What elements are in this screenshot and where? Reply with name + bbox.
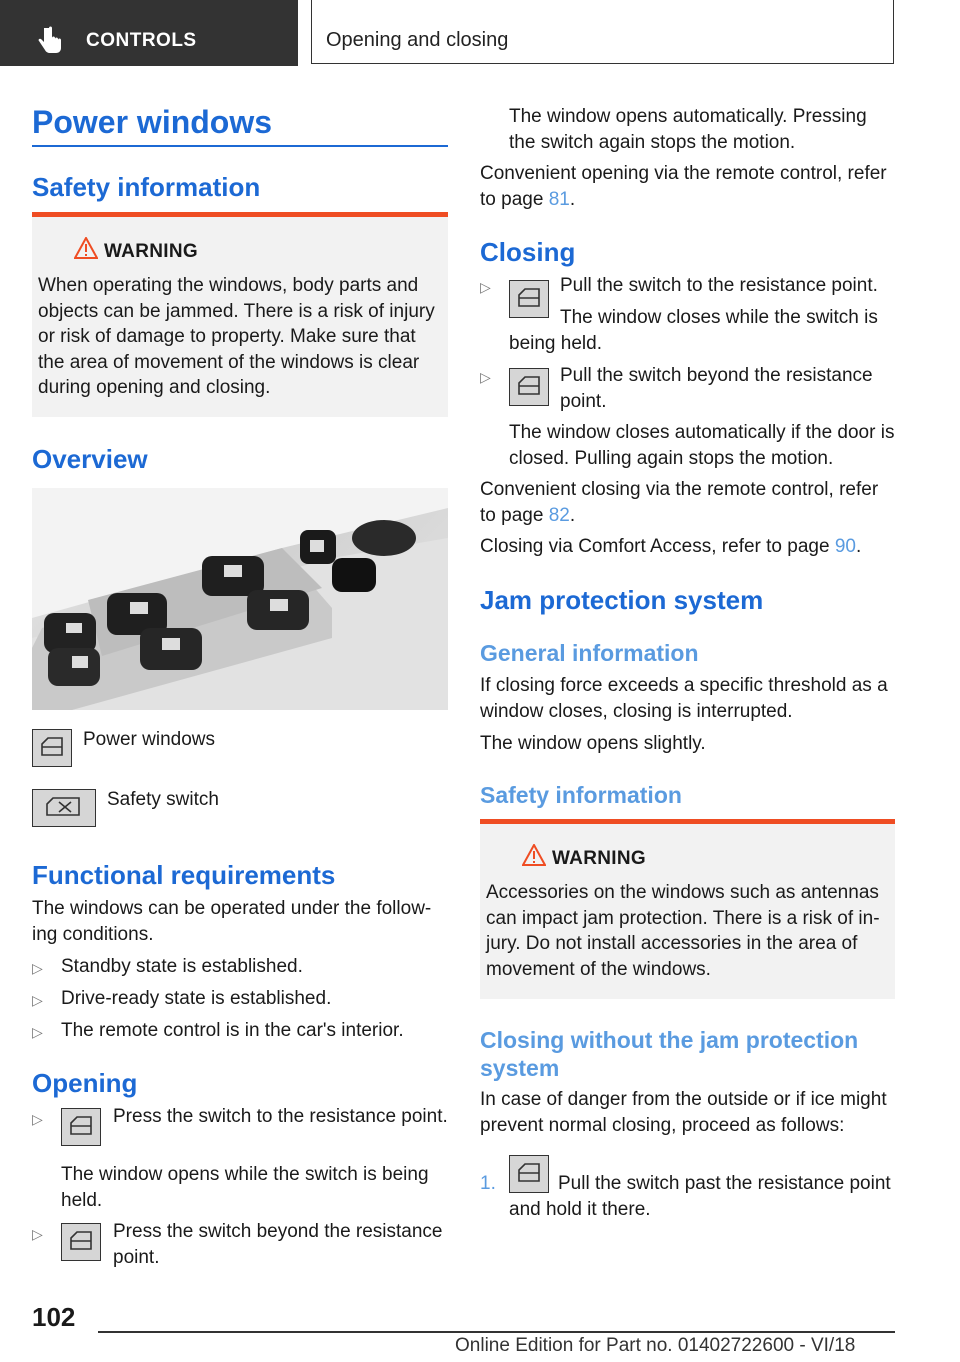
warning-box: [480, 819, 895, 999]
title-rule: [32, 145, 448, 147]
warning-text: Accessories on the windows such as antennas can impact jam protection. There is a risk of injury. Do not install accessories in the area of movement of the windows.: [486, 882, 880, 980]
bullet-triangle-icon: ▷: [32, 992, 43, 1008]
opening-heading: Opening: [32, 1068, 138, 1098]
warning-text: When operating the windows, body parts and objects can be jammed. There is a risk of injury or risk of damage to property. Make sure that the area of movement of the windows is clear during opening and closing.: [38, 275, 435, 398]
warning-label: WARNING: [104, 241, 198, 262]
opening-item-1-sub: The window opens while the switch is being held.: [61, 1164, 429, 1211]
header-chapter-box: [311, 0, 894, 64]
comfort-access-ref: Closing via Comfort Access, refer to page 90.: [480, 536, 862, 557]
footer-rule: [98, 1331, 895, 1333]
header-section-tab: [0, 0, 298, 66]
door-panel-illustration: [32, 488, 448, 710]
hand-touch-icon: [38, 26, 64, 54]
overview-heading: Overview: [32, 444, 148, 474]
bullet-triangle-icon: ▷: [32, 960, 43, 976]
bullet-triangle-icon: ▷: [480, 369, 491, 385]
header-chapter-title: Opening and closing: [326, 29, 509, 51]
power-window-switch-icon: [32, 729, 72, 767]
step-1-text: Pull the switch past the resistance point and hold it there.: [509, 1173, 891, 1220]
opening-remote-ref: Convenient opening via the remote control, refer to page 81.: [480, 163, 887, 210]
step-number: 1.: [480, 1173, 496, 1194]
functional-intro: The windows can be operated under the following conditions.: [32, 898, 432, 945]
closing-item-2: Pull the switch beyond the resistance point.: [560, 365, 873, 412]
closing-item-1: Pull the switch to the resistance point.: [560, 275, 878, 296]
bullet-triangle-icon: ▷: [480, 279, 491, 295]
footer-edition: Online Edition for Part no. 01402722600 - VI/18: [455, 1335, 856, 1356]
general-info-text: If closing force exceeds a specific threshold as a window closes, closing is interrupted.: [480, 675, 888, 722]
warning-triangle-icon: [522, 844, 546, 866]
window-switch-photo: [32, 488, 448, 710]
page-link-81[interactable]: 81: [548, 188, 570, 210]
jam-safety-heading: Safety information: [480, 782, 682, 808]
page-link-90[interactable]: 90: [834, 536, 856, 557]
bullet-triangle-icon: ▷: [32, 1024, 43, 1040]
power-window-switch-icon: [509, 368, 549, 406]
closing-remote-ref: Convenient closing via the remote control, refer to page 82.: [480, 479, 879, 526]
page-link-82[interactable]: 82: [548, 504, 570, 526]
page-number: 102: [32, 1302, 76, 1332]
func-item-1: Standby state is established.: [61, 956, 303, 977]
general-info-text2: The window opens slightly.: [480, 733, 706, 754]
bullet-triangle-icon: ▷: [32, 1111, 43, 1127]
header-section-label: CONTROLS: [86, 30, 197, 51]
opening-item-2-sub: The window opens automatically. Pressing the switch again stops the motion.: [509, 106, 867, 153]
general-info-heading: General information: [480, 640, 699, 666]
safety-heading: Safety information: [32, 172, 261, 202]
functional-heading: Functional requirements: [32, 860, 336, 890]
opening-item-1: Press the switch to the resistance point.: [113, 1106, 448, 1127]
func-item-3: The remote control is in the car's interior.: [61, 1020, 404, 1041]
warning-label: WARNING: [552, 848, 646, 869]
without-jam-heading: Closing without the jam protection system: [480, 1027, 859, 1081]
warning-box: [32, 212, 448, 417]
without-jam-text: In case of danger from the outside or if ice might prevent normal closing, proceed as follows:: [480, 1089, 887, 1136]
legend-power-windows: Power windows: [83, 729, 215, 750]
safety-switch-icon: [32, 789, 96, 827]
page-title: Power windows: [32, 104, 273, 140]
bullet-triangle-icon: ▷: [32, 1226, 43, 1242]
warning-triangle-icon: [74, 237, 98, 259]
legend-safety-switch: Safety switch: [107, 789, 219, 810]
power-window-switch-icon: [61, 1223, 101, 1261]
power-window-switch-icon: [61, 1108, 101, 1146]
opening-item-2: Press the switch beyond the resistance point.: [113, 1221, 443, 1268]
closing-heading: Closing: [480, 237, 576, 267]
closing-item-2-sub: The window closes automatically if the door is closed. Pulling again stops the motion.: [509, 422, 895, 469]
closing-item-1-sub: The window closes while the switch is being held.: [509, 307, 878, 354]
jam-protection-heading: Jam protection system: [480, 585, 764, 615]
func-item-2: Drive-ready state is established.: [61, 988, 332, 1009]
